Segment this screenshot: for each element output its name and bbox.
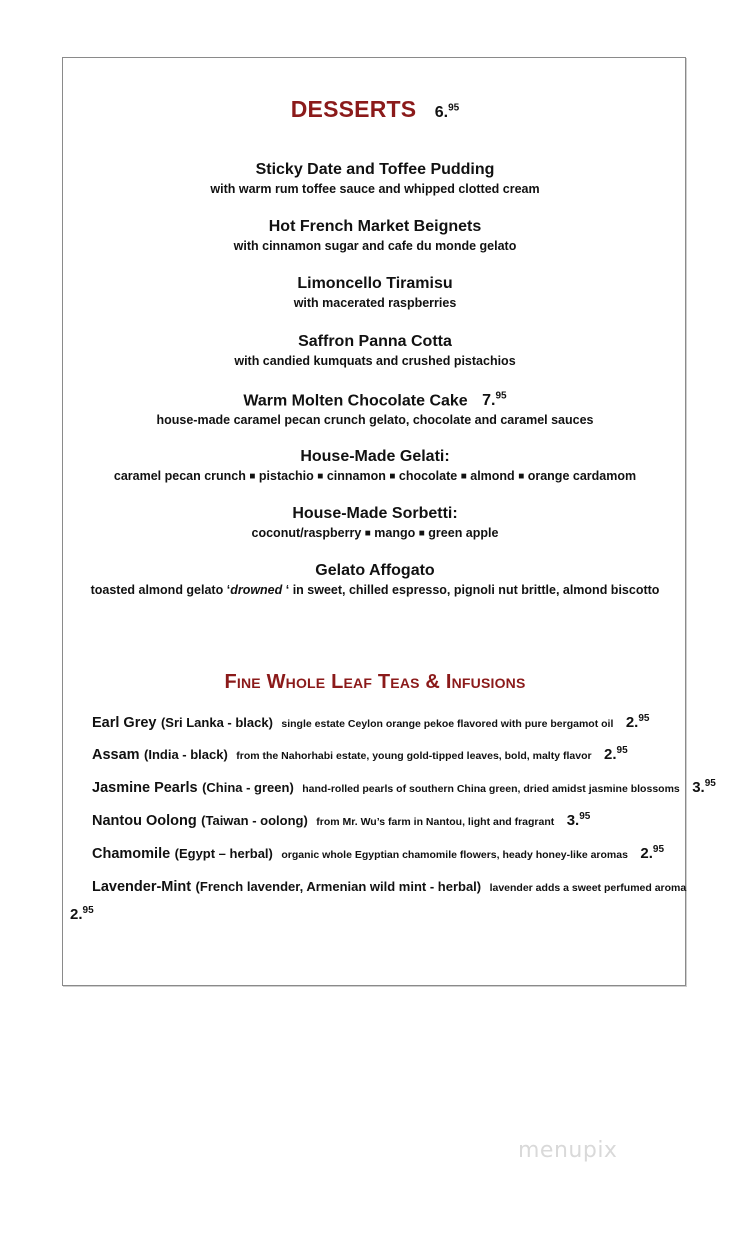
tea-origin: (Sri Lanka - black) (160, 715, 273, 730)
teas-heading: Fine Whole Leaf Teas & Infusions (224, 671, 526, 693)
dessert-description: toasted almond gelato ‘drowned ‘ in sweet, chilled espresso, pignoli nut brittle, almond biscotto (90, 583, 660, 597)
tea-name: Lavender-Mint (92, 879, 192, 895)
tea-price: 2.95 (640, 844, 665, 862)
menupix-watermark: menupix (518, 1138, 618, 1163)
dessert-description: with candied kumquats and crushed pistachios (234, 354, 516, 368)
tea-description: hand-rolled pearls of southern China green, dried amidst jasmine blossoms (302, 783, 680, 795)
tea-name: Earl Grey (92, 715, 157, 731)
dessert-item (0, 387, 750, 429)
dessert-description: with warm rum toffee sauce and whipped clotted cream (210, 182, 540, 196)
tea-name: Nantou Oolong (92, 813, 197, 829)
dessert-name: Hot French Market Beignets (268, 218, 482, 235)
tea-name: Chamomile (92, 846, 171, 862)
desserts-heading (0, 96, 750, 123)
dessert-item (0, 274, 750, 312)
tea-price: 2.95 (604, 745, 628, 763)
sorbetti-flavors: coconut/raspberry ■ mango ■ green apple (251, 526, 499, 540)
dessert-name: House-Made Sorbetti: (292, 505, 458, 522)
dessert-item (0, 160, 750, 198)
tea-description: from the Nahorhabi estate, young gold-tipped leaves, bold, malty flavor (236, 750, 592, 762)
tea-description: organic whole Egyptian chamomile flowers, heady honey-like aromas (281, 849, 628, 861)
dessert-description: with macerated raspberries (293, 296, 457, 310)
dessert-name: Limoncello Tiramisu (297, 275, 453, 292)
dessert-name: Saffron Panna Cotta (298, 333, 452, 350)
dessert-name: House-Made Gelati: (300, 448, 450, 465)
gelati-flavors: caramel pecan crunch ■ pistachio ■ cinnamon ■ chocolate ■ almond ■ orange cardamom (113, 469, 637, 483)
dessert-item (0, 447, 750, 486)
tea-description: from Mr. Wu’s farm in Nantou, light and fragrant (316, 816, 555, 828)
tea-origin: (China - green) (202, 780, 294, 795)
dessert-name: Gelato Affogato (315, 562, 435, 579)
tea-item (92, 745, 628, 764)
dessert-description: with cinnamon sugar and cafe du monde gelato (233, 239, 517, 253)
dessert-item (0, 332, 750, 370)
dessert-name-with-price (0, 387, 750, 411)
desserts-price: 6.95 (434, 102, 460, 121)
tea-price: 2.95 (70, 905, 94, 923)
tea-description: single estate Ceylon orange pekoe flavored with pure bergamot oil (281, 718, 614, 730)
tea-item (92, 811, 590, 830)
tea-name: Jasmine Pearls (92, 780, 198, 796)
tea-price: 2.95 (625, 713, 650, 731)
tea-description: lavender adds a sweet perfumed aroma (489, 882, 687, 894)
dessert-price: 7.95 (482, 391, 507, 410)
dessert-name: Sticky Date and Toffee Pudding (255, 161, 495, 178)
dessert-description: house-made caramel pecan crunch gelato, chocolate and caramel sauces (156, 413, 594, 428)
dessert-item (0, 217, 750, 255)
tea-name: Assam (92, 747, 140, 763)
tea-item (92, 713, 649, 732)
dessert-item (0, 561, 750, 599)
tea-origin: (Taiwan - oolong) (201, 813, 308, 828)
tea-item (92, 878, 686, 896)
tea-price: 3.95 (566, 811, 591, 829)
tea-price: 3.95 (692, 778, 716, 796)
dessert-item (0, 504, 750, 543)
tea-origin: (French lavender, Armenian wild mint - herbal) (195, 879, 482, 894)
dessert-name: Warm Molten Chocolate Cake (243, 392, 468, 410)
tea-item (92, 844, 664, 863)
tea-origin: (Egypt – herbal) (174, 846, 273, 861)
tea-item (92, 778, 716, 797)
tea-origin: (India - black) (144, 747, 228, 762)
desserts-title: DESSERTS (290, 96, 417, 122)
